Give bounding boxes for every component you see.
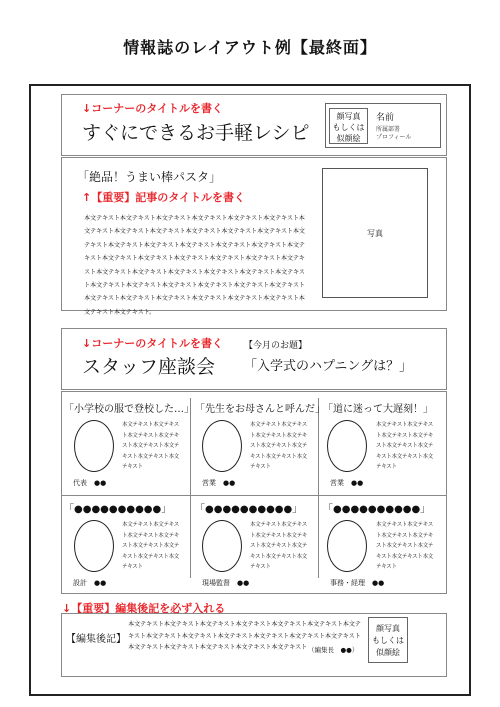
speaker-photo-oval (202, 420, 242, 472)
topic-label: 【今月のお題】 (244, 341, 308, 351)
speaker-photo-oval (202, 520, 242, 572)
author-profile: 所属部署 プロフィール (376, 126, 412, 141)
speaker-headline: 「先生をお母さんと呼んだ」 (195, 404, 325, 415)
speaker-headline: 「小学校の服で登校した…」 (64, 404, 194, 415)
speaker-text: 本文テキスト本文テキスト本文テキスト本文テキスト本文テキスト本文テキスト本文テキスト本文テキスト (122, 422, 180, 470)
speaker-text: 本文テキスト本文テキスト本文テキスト本文テキスト本文テキスト本文テキスト本文テキスト本文テキスト (122, 522, 180, 570)
speaker-text: 本文テキスト本文テキスト本文テキスト本文テキスト本文テキスト本文テキスト本文テキスト本文テキスト (250, 422, 308, 470)
speaker-photo-oval (74, 420, 114, 472)
speaker-photo-oval (327, 520, 367, 572)
editorial-note: ↓【重要】編集後記を必ず入れる (62, 602, 226, 615)
photo-label: 写真 (367, 229, 383, 238)
speaker-role: 事務・経理 ●● (330, 579, 385, 587)
recipe-body-text: 本文テキスト本文テキスト本文テキスト本文テキスト本文テキスト本文テキスト本文テキスト本文テキスト本文テキスト本文テキスト本文テキスト本文テキスト本文テキスト本文テキスト本文テキスト本文テキスト本文テキスト本文テキスト本文テキスト本文テキスト本文テキスト本文テキスト本文テキスト本文テキスト本文テキスト本文テキスト本文テキスト本文テキスト本文テキスト本文テキスト本文テキスト本文テキスト本文テキスト本文テキスト本文テキスト本文テキスト本文テキスト本文テキスト本文テキスト本文テキスト本文テキスト本文テキスト本文テキスト本文テキスト本文テキスト。 (84, 215, 305, 316)
column-divider (318, 398, 319, 578)
staff-corner-name: スタッフ座談会 (82, 356, 216, 378)
speaker-headline: 「●●●●●●●●●●」 (64, 504, 172, 515)
author-photo-placeholder: 顔写真 もしくは 似顔絵 (329, 108, 368, 144)
speaker-headline: 「道に迷って大遅刻！」 (323, 404, 433, 415)
editorial-signature: （編集長 ●●） (308, 646, 359, 654)
editorial-text: 本文テキスト本文テキスト本文テキスト本文テキスト本文テキスト本文テキスト本文テキスト本文テキスト本文テキスト本文テキスト本文テキスト本文テキスト本文テキスト本文テキスト本文テキスト本文テキスト本文テキスト本文テキスト (128, 621, 361, 651)
speaker-text: 本文テキスト本文テキスト本文テキスト本文テキスト本文テキスト本文テキスト本文テキスト本文テキスト (376, 422, 434, 470)
dish-title: 「絶品！うまい棒パスタ」 (77, 170, 222, 184)
speaker-text: 本文テキスト本文テキスト本文テキスト本文テキスト本文テキスト本文テキスト本文テキスト本文テキスト (376, 522, 434, 570)
speaker-role: 現場監督 ●● (202, 579, 250, 587)
recipe-corner-note: ↓コーナーのタイトルを書く (82, 102, 223, 115)
editor-photo-placeholder: 顔写真 もしくは 似顔絵 (368, 617, 408, 663)
speaker-role: 営業 ●● (330, 479, 364, 487)
recipe-corner-name: すぐにできるお手軽レシピ (82, 122, 310, 144)
speaker-role: 代表 ●● (73, 479, 107, 487)
column-divider (190, 398, 191, 578)
speaker-headline: 「●●●●●●●●●●」 (195, 504, 303, 515)
speaker-photo-oval (327, 420, 367, 472)
topic-question: 「入学式のハプニングは？」 (244, 359, 413, 374)
staff-corner-note: ↓コーナーのタイトルを書く (82, 337, 223, 350)
article-title-note: ↑【重要】記事のタイトルを書く (82, 191, 245, 204)
speaker-headline: 「●●●●●●●●●●」 (323, 504, 431, 515)
speaker-photo-oval (74, 520, 114, 572)
speaker-text: 本文テキスト本文テキスト本文テキスト本文テキスト本文テキスト本文テキスト本文テキスト本文テキスト (250, 522, 308, 570)
author-name: 名前 (376, 113, 395, 123)
page-title: 情報誌のレイアウト例【最終面】 (123, 38, 377, 57)
speaker-role: 営業 ●● (202, 479, 236, 487)
speaker-role: 設計 ●● (73, 579, 107, 587)
row-divider (61, 495, 447, 496)
editorial-label: 【編集後記】 (66, 634, 126, 645)
